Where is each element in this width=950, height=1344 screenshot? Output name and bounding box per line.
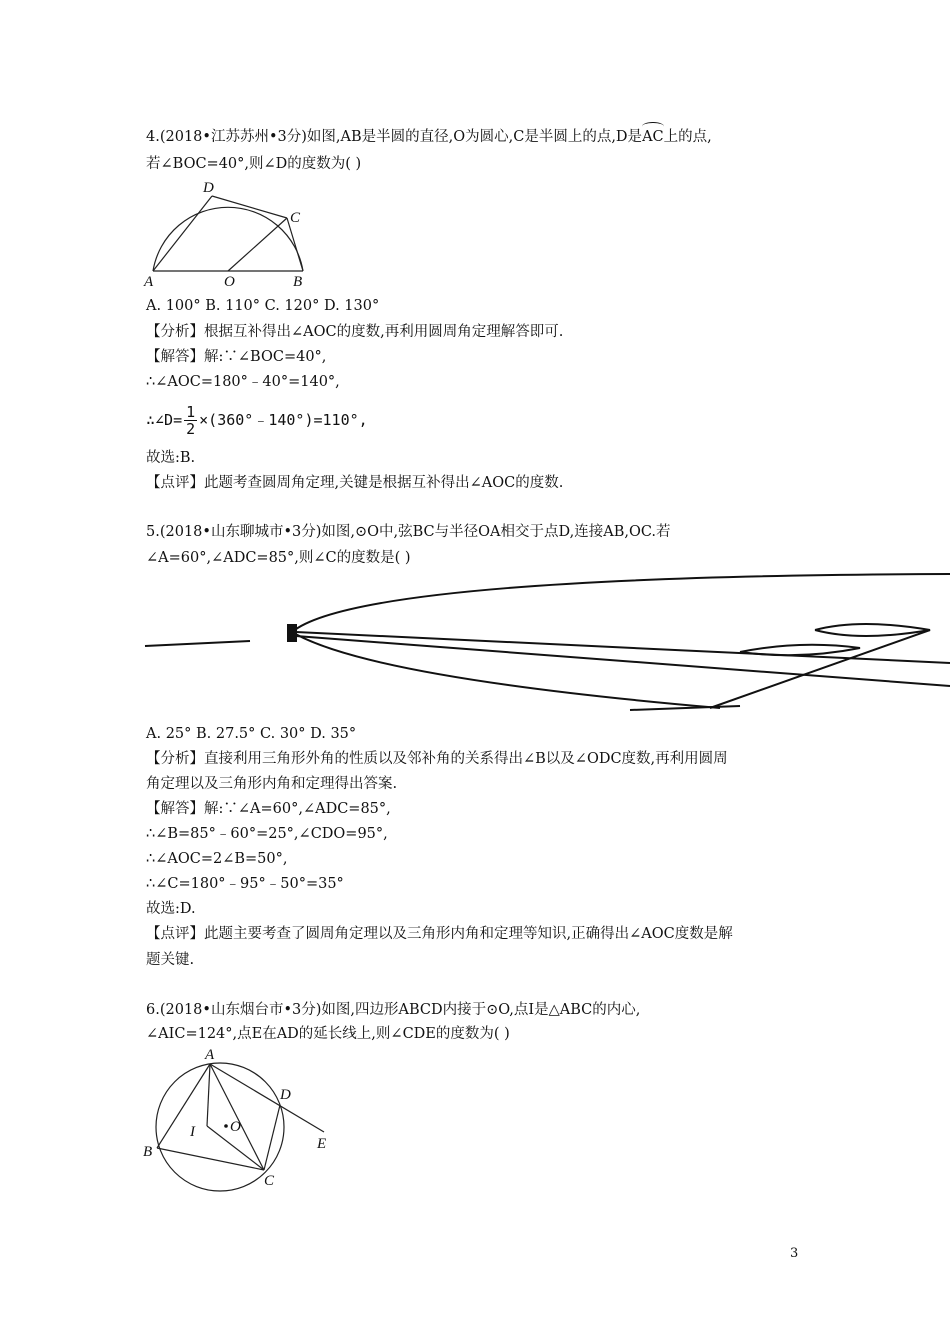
q5-answer-step3: ∴∠C=180°﹣95°﹣50°=35° [146, 876, 344, 892]
segment-ai [207, 1064, 210, 1126]
label-e: E [317, 1136, 327, 1152]
chord-line-2 [296, 636, 950, 686]
q6-figure [138, 1042, 338, 1192]
q5-analysis-line1: 【分析】直接利用三角形外角的性质以及邻补角的关系得出∠B以及∠ODC度数,再利用圆周 [146, 751, 728, 767]
q4-figure [140, 176, 320, 288]
small-loop [815, 624, 930, 636]
arc-ac-label: AC [642, 129, 664, 145]
circle-o [156, 1063, 284, 1191]
q6-stem-line2: ∠AIC=124°,点E在AD的延长线上,则∠CDE的度数为( ) [146, 1026, 510, 1042]
label-o: O [230, 1119, 241, 1135]
q5-stem-line2: ∠A=60°,∠ADC=85°,则∠C的度数是( ) [146, 550, 411, 566]
q5-comment-line1: 【点评】此题主要考查了圆周角定理以及三角形内角和定理等知识,正确得出∠AOC度数是解 [146, 926, 733, 942]
left-marker [287, 624, 297, 642]
q4-answer-head: 【解答】解:∵∠BOC=40°, [146, 349, 327, 365]
label-c: C [264, 1173, 275, 1189]
q5-options: A. 25° B. 27.5° C. 30° D. 35° [146, 726, 357, 742]
q4-choice: 故选:B. [146, 450, 196, 466]
label-c: C [290, 210, 301, 226]
label-a: A [205, 1047, 215, 1063]
q5-comment-line2: 题关键. [146, 952, 195, 968]
circle-arc-upper [292, 574, 950, 632]
label-o: O [224, 274, 235, 288]
semicircle-arc [153, 207, 303, 271]
left-dash [145, 641, 250, 646]
q4-answer-step1: ∴∠AOC=180°﹣40°=140°, [146, 374, 340, 390]
q5-answer-step1: ∴∠B=85°﹣60°=25°,∠CDO=95°, [146, 826, 388, 842]
bottom-dash [630, 706, 740, 710]
radius-oc [228, 218, 287, 271]
q5-answer-head: 【解答】解:∵∠A=60°,∠ADC=85°, [146, 801, 391, 817]
label-i: I [190, 1124, 195, 1140]
side-line [710, 630, 930, 708]
q5-choice: 故选:D. [146, 901, 196, 917]
small-loop-2 [740, 645, 860, 655]
side-ab [157, 1064, 210, 1148]
q4-options: A. 100° B. 110° C. 120° D. 130° [146, 298, 380, 314]
side-cd [264, 1105, 280, 1170]
point-o [224, 1124, 228, 1128]
q4-stem-line2: 若∠BOC=40°,则∠D的度数为( ) [146, 156, 362, 172]
label-b: B [143, 1144, 153, 1160]
label-b: B [293, 274, 303, 288]
q5-analysis-line2: 角定理以及三角形内角和定理得出答案. [146, 776, 398, 792]
q5-stem-line1: 5.(2018•山东聊城市•3分)如图,⊙O中,弦BC与半径OA相交于点D,连接AB,OC.若 [146, 524, 671, 540]
q6-stem-line1: 6.(2018•山东烟台市•3分)如图,四边形ABCD内接于⊙O,点I是△ABC的内心, [146, 1002, 641, 1018]
q5-answer-step2: ∴∠AOC=2∠B=50°, [146, 851, 288, 867]
q4-answer-step2: ∴∠D= $\frac{1}{2}$ ×(360°﹣140°)=110°, [146, 403, 368, 438]
circle-arc-lower [292, 632, 720, 708]
label-a: A [144, 274, 154, 288]
q4-comment: 【点评】此题考查圆周角定理,关键是根据互补得出∠AOC的度数. [146, 475, 564, 491]
q5-figure-distorted [0, 568, 950, 718]
q4-analysis: 【分析】根据互补得出∠AOC的度数,再利用圆周角定理解答即可. [146, 324, 564, 340]
label-d: D [203, 180, 214, 196]
chord-ad [153, 196, 212, 271]
side-bc [157, 1148, 264, 1170]
label-d: D [280, 1087, 291, 1103]
page-number: 3 [790, 1246, 799, 1261]
fraction-half: $\frac{1}{2}$ [186, 403, 196, 438]
q4-stem-line1: 4.(2018•江苏苏州•3分)如图,AB是半圆的直径,O为圆心,C是半圆上的点,D是AC上的点, [146, 129, 712, 145]
